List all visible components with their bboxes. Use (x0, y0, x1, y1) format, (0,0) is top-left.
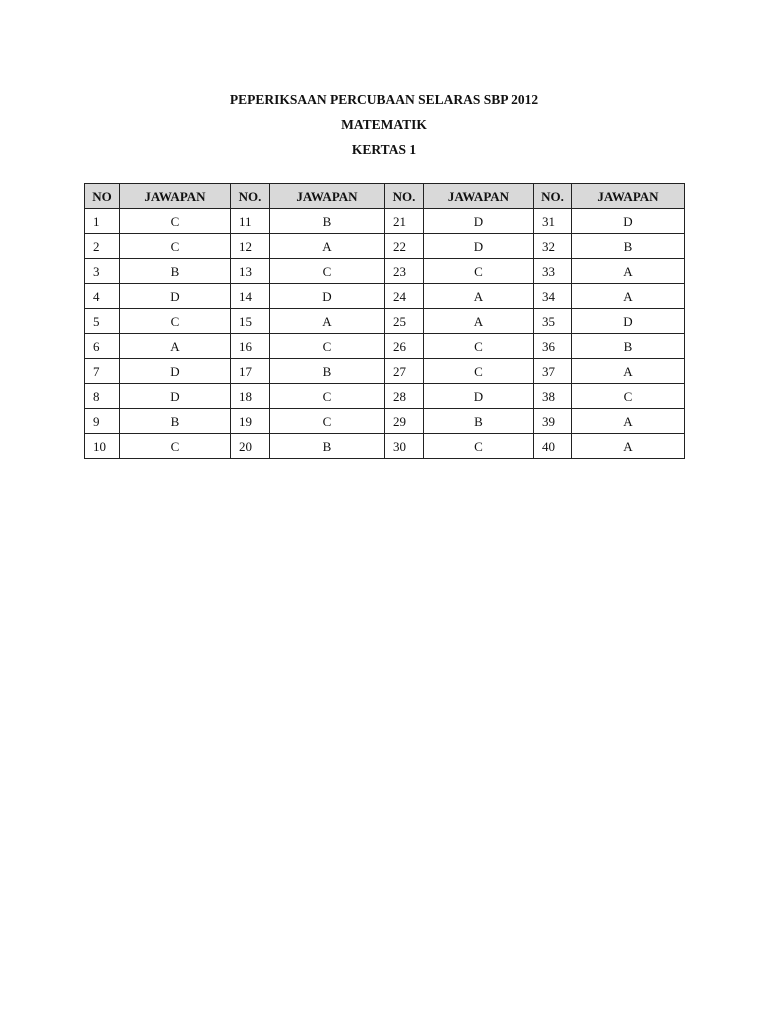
question-number: 17 (231, 359, 270, 384)
question-number: 40 (534, 434, 572, 459)
question-number: 18 (231, 384, 270, 409)
question-number: 23 (385, 259, 424, 284)
table-row (85, 234, 685, 259)
answer-cell: A (424, 309, 534, 334)
document-paper: KERTAS 1 (351, 142, 417, 157)
answer-cell: A (270, 309, 385, 334)
header-number: NO. (231, 184, 270, 209)
answer-cell: C (424, 359, 534, 384)
answer-cell: B (120, 409, 231, 434)
answer-cell: D (120, 284, 231, 309)
answer-cell: D (424, 384, 534, 409)
question-number: 24 (385, 284, 424, 309)
header-number: NO (85, 184, 120, 209)
question-number: 13 (231, 259, 270, 284)
answer-cell: C (572, 384, 685, 409)
answer-cell: B (424, 409, 534, 434)
question-number: 7 (85, 359, 120, 384)
answer-cell: C (120, 309, 231, 334)
answer-cell: D (270, 284, 385, 309)
answer-cell: D (120, 384, 231, 409)
answer-cell: B (572, 234, 685, 259)
answer-cell: A (120, 334, 231, 359)
question-number: 15 (231, 309, 270, 334)
answer-cell: C (270, 409, 385, 434)
answer-cell: A (572, 284, 685, 309)
answer-cell: C (424, 259, 534, 284)
answer-cell: C (424, 434, 534, 459)
document-subject: MATEMATIK (341, 117, 427, 132)
question-number: 36 (534, 334, 572, 359)
question-number: 19 (231, 409, 270, 434)
question-number: 14 (231, 284, 270, 309)
question-number: 8 (85, 384, 120, 409)
answer-cell: A (572, 434, 685, 459)
question-number: 33 (534, 259, 572, 284)
question-number: 34 (534, 284, 572, 309)
question-number: 3 (85, 259, 120, 284)
question-number: 38 (534, 384, 572, 409)
answer-cell: C (120, 434, 231, 459)
answer-cell: B (270, 359, 385, 384)
question-number: 27 (385, 359, 424, 384)
table-row (85, 359, 685, 384)
table-row (85, 334, 685, 359)
question-number: 20 (231, 434, 270, 459)
answer-cell: C (120, 234, 231, 259)
answer-cell: A (572, 259, 685, 284)
question-number: 37 (534, 359, 572, 384)
header-answer: JAWAPAN (424, 184, 534, 209)
answer-cell: D (424, 209, 534, 234)
answer-cell: C (270, 384, 385, 409)
question-number: 29 (385, 409, 424, 434)
question-number: 16 (231, 334, 270, 359)
question-number: 35 (534, 309, 572, 334)
question-number: 1 (85, 209, 120, 234)
table-row (85, 284, 685, 309)
question-number: 10 (85, 434, 120, 459)
table-header-row (85, 184, 685, 209)
question-number: 5 (85, 309, 120, 334)
answer-cell: C (270, 259, 385, 284)
question-number: 25 (385, 309, 424, 334)
answer-table (84, 183, 685, 459)
answer-cell: B (270, 434, 385, 459)
header-number: NO. (385, 184, 424, 209)
question-number: 11 (231, 209, 270, 234)
answer-cell: C (120, 209, 231, 234)
header-answer: JAWAPAN (572, 184, 685, 209)
question-number: 6 (85, 334, 120, 359)
question-number: 2 (85, 234, 120, 259)
header-answer: JAWAPAN (120, 184, 231, 209)
table-row (85, 409, 685, 434)
table-body (85, 209, 685, 459)
question-number: 30 (385, 434, 424, 459)
question-number: 26 (385, 334, 424, 359)
answer-cell: B (120, 259, 231, 284)
answer-cell: D (120, 359, 231, 384)
table-row (85, 209, 685, 234)
answer-cell: D (424, 234, 534, 259)
table-row (85, 259, 685, 284)
table-row (85, 309, 685, 334)
header-answer: JAWAPAN (270, 184, 385, 209)
answer-cell: B (572, 334, 685, 359)
table-row (85, 384, 685, 409)
question-number: 32 (534, 234, 572, 259)
answer-cell: D (572, 309, 685, 334)
answer-cell: B (270, 209, 385, 234)
answer-cell: A (424, 284, 534, 309)
question-number: 9 (85, 409, 120, 434)
question-number: 21 (385, 209, 424, 234)
answer-cell: C (424, 334, 534, 359)
question-number: 28 (385, 384, 424, 409)
answer-cell: D (572, 209, 685, 234)
question-number: 22 (385, 234, 424, 259)
document-title: PEPERIKSAAN PERCUBAAN SELARAS SBP 2012 (229, 92, 539, 107)
question-number: 4 (85, 284, 120, 309)
header-number: NO. (534, 184, 572, 209)
answer-cell: C (270, 334, 385, 359)
table-row (85, 434, 685, 459)
question-number: 31 (534, 209, 572, 234)
answer-cell: A (270, 234, 385, 259)
answer-cell: A (572, 359, 685, 384)
question-number: 12 (231, 234, 270, 259)
answer-cell: A (572, 409, 685, 434)
question-number: 39 (534, 409, 572, 434)
